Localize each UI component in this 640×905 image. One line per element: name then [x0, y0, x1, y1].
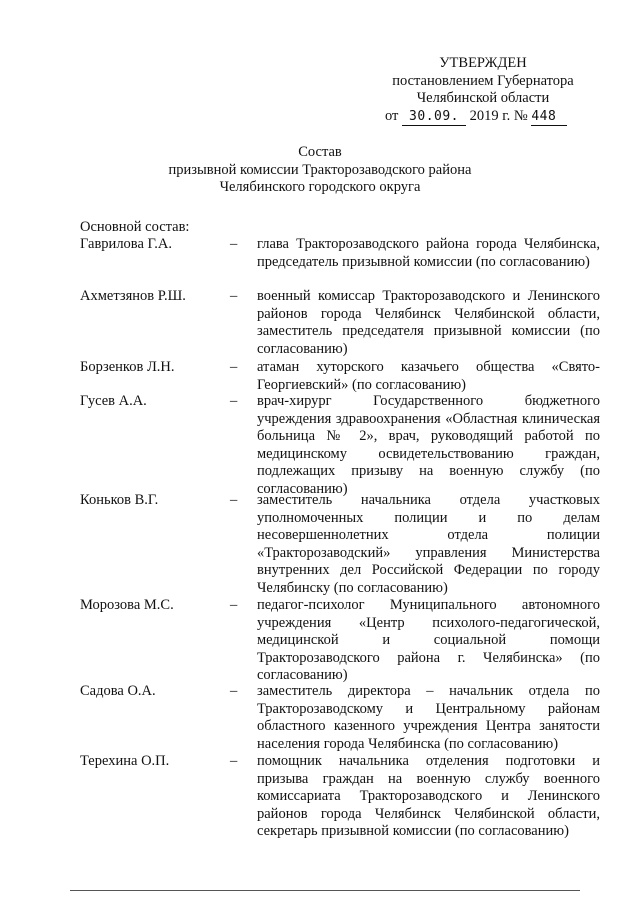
dash: –: [230, 288, 238, 304]
member-description: военный комиссар Тракторозаводского и Ленинского районов города Челябинск Челябинской области, заместитель председателя призывной комиссии (по согласованию): [257, 288, 600, 357]
member-description: заместитель директора – начальник отдела по Тракторозаводскому и Центральному районам областного казенного учреждения Центра занятости населения города Челябинска (по согласованию): [257, 683, 600, 752]
dash: –: [230, 236, 238, 252]
year-text: 2019 г. №: [469, 107, 528, 124]
member-name: Морозова М.С.: [80, 597, 174, 613]
member-name: Гусев А.А.: [80, 393, 147, 409]
member-description: помощник начальника отделения подготовки и призыва граждан на военную службу военного комиссариата Тракторозаводского и Ленинского районов города Челябинск Челябинской области, секретарь призывной комиссии (по согласованию): [257, 753, 600, 839]
approval-date-line: [378, 108, 588, 127]
member-name: Ахметзянов Р.Ш.: [80, 288, 186, 304]
dash: –: [230, 683, 238, 699]
handwritten-date: 30.09.: [402, 108, 466, 127]
dash: –: [230, 597, 238, 613]
dash: –: [230, 393, 238, 409]
member-description: врач-хирург Государственного бюджетного учреждения здравоохранения «Областная клиническая больница № 2», врач, руководящий работой по медицинскому освидетельствованию граждан, подлежащих призыву на военную службу (по согласованию): [257, 393, 600, 497]
member-name: Коньков В.Г.: [80, 492, 159, 508]
member-description: атаман хуторского казачьего общества «Свято-Георгиевский» (по согласованию): [257, 359, 600, 393]
caption-line-2: призывной комиссии Тракторозаводского района: [168, 161, 472, 178]
section-label: Основной состав:: [80, 219, 190, 235]
dash: –: [230, 359, 238, 375]
member-name: Гаврилова Г.А.: [80, 236, 172, 252]
caption-line-1: Состав: [298, 144, 342, 160]
document-caption: [0, 144, 640, 197]
approval-stamp: [378, 55, 588, 126]
approval-decree: постановлением Губернатора: [392, 72, 574, 89]
member-name: Терехина О.П.: [80, 753, 170, 769]
member-description: заместитель начальника отдела участковых уполномоченных полиции и по делам несовершеннолетних отдела полиции «Тракторозаводский» управления Министерства внутренних дел Российской Федерации по городу Челябинску (по согласованию): [257, 492, 600, 596]
member-description: глава Тракторозаводского района города Челябинска, председатель призывной комиссии (по согласованию): [257, 236, 600, 270]
caption-line-3: Челябинского городского округа: [219, 179, 421, 195]
member-name: Садова О.А.: [80, 683, 156, 699]
member-name: Борзенков Л.Н.: [80, 359, 175, 375]
dash: –: [230, 753, 238, 769]
member-description: педагог-психолог Муниципального автономного учреждения «Центр психолого-педагогической, медицинской и социальной помощи Тракторозаводского района г. Челябинска» (по согласованию): [257, 597, 600, 683]
page-bottom-rule: [70, 890, 580, 891]
dash: –: [230, 492, 238, 508]
from-prefix: от: [385, 107, 399, 124]
approval-region: Челябинской области: [416, 90, 550, 106]
handwritten-number: 448: [531, 108, 567, 127]
approval-title: УТВЕРЖДЕН: [439, 55, 527, 71]
